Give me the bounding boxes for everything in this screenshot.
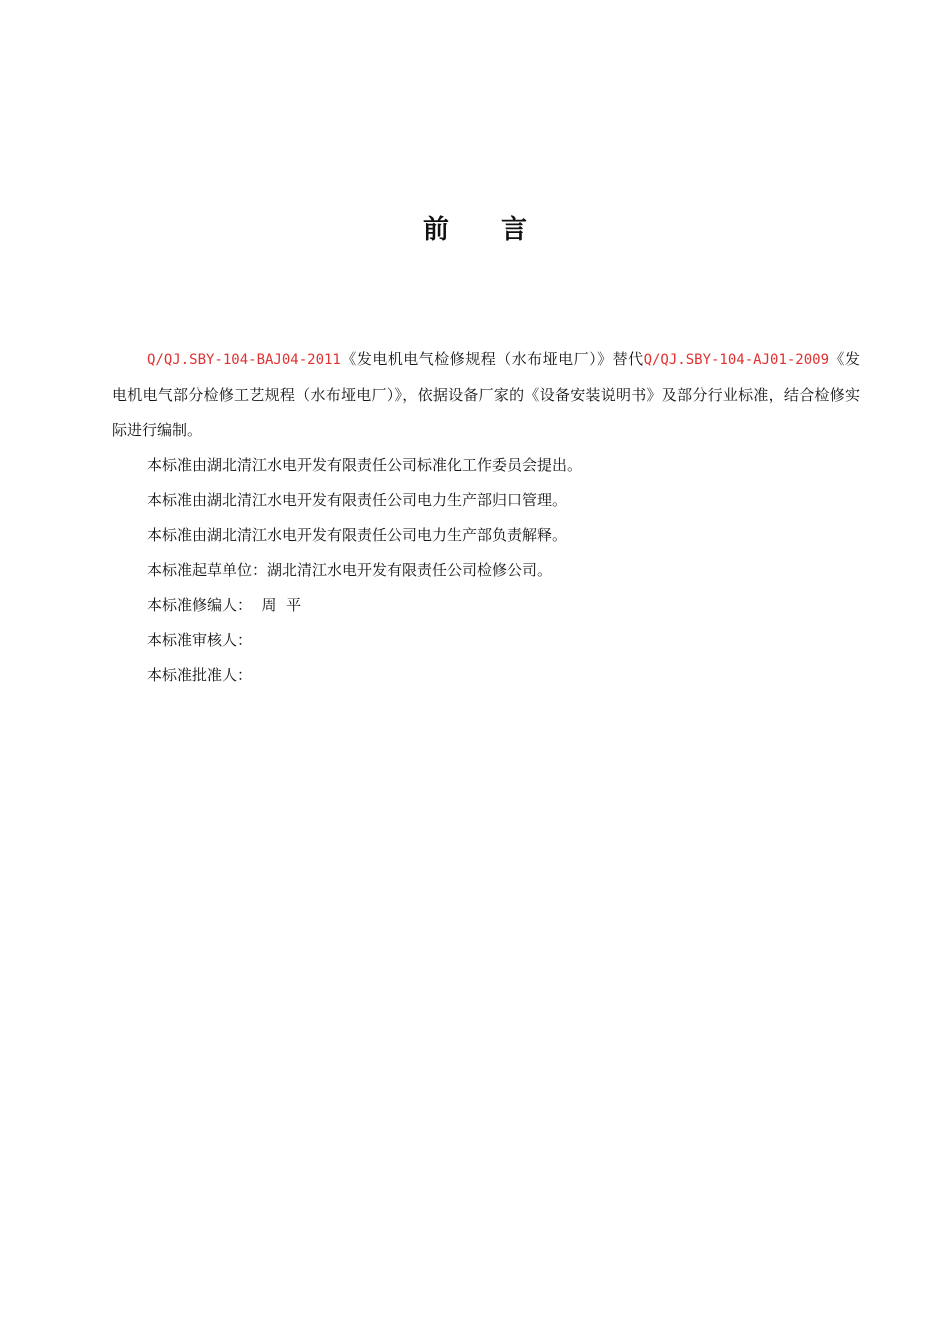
reviewer-line: 本标准审核人： bbox=[147, 631, 253, 649]
approver-line: 本标准批准人： bbox=[147, 666, 253, 684]
title-char-1: 前 bbox=[422, 215, 449, 245]
preface-body bbox=[112, 342, 860, 693]
intro-paragraph bbox=[112, 342, 860, 448]
standard-code-replaced: Q/QJ.SBY-104-AJ01-2009 bbox=[643, 352, 830, 368]
interpreted-by-paragraph: 本标准由湖北清江水电开发有限责任公司电力生产部负责解释。 bbox=[147, 526, 568, 544]
intro-text-2: 《发电机电气部分检修工艺规程（水布垭电厂）》，依据设备厂家的《设备安装说明书》及部分行业标准，结合检修实际进行编制。 bbox=[112, 350, 860, 439]
editor-line: 本标准修编人： 周 平 bbox=[147, 596, 302, 614]
title-char-2: 言 bbox=[501, 215, 528, 245]
intro-text-1: 《发电机电气检修规程（水布垭电厂）》替代 bbox=[340, 350, 644, 368]
proposed-by-paragraph: 本标准由湖北清江水电开发有限责任公司标准化工作委员会提出。 bbox=[147, 456, 583, 474]
managed-by-paragraph: 本标准由湖北清江水电开发有限责任公司电力生产部归口管理。 bbox=[147, 491, 568, 509]
page-title bbox=[0, 210, 950, 250]
drafted-by-paragraph: 本标准起草单位：湖北清江水电开发有限责任公司检修公司。 bbox=[147, 561, 553, 579]
standard-code-current: Q/QJ.SBY-104-BAJ04-2011 bbox=[147, 352, 341, 368]
